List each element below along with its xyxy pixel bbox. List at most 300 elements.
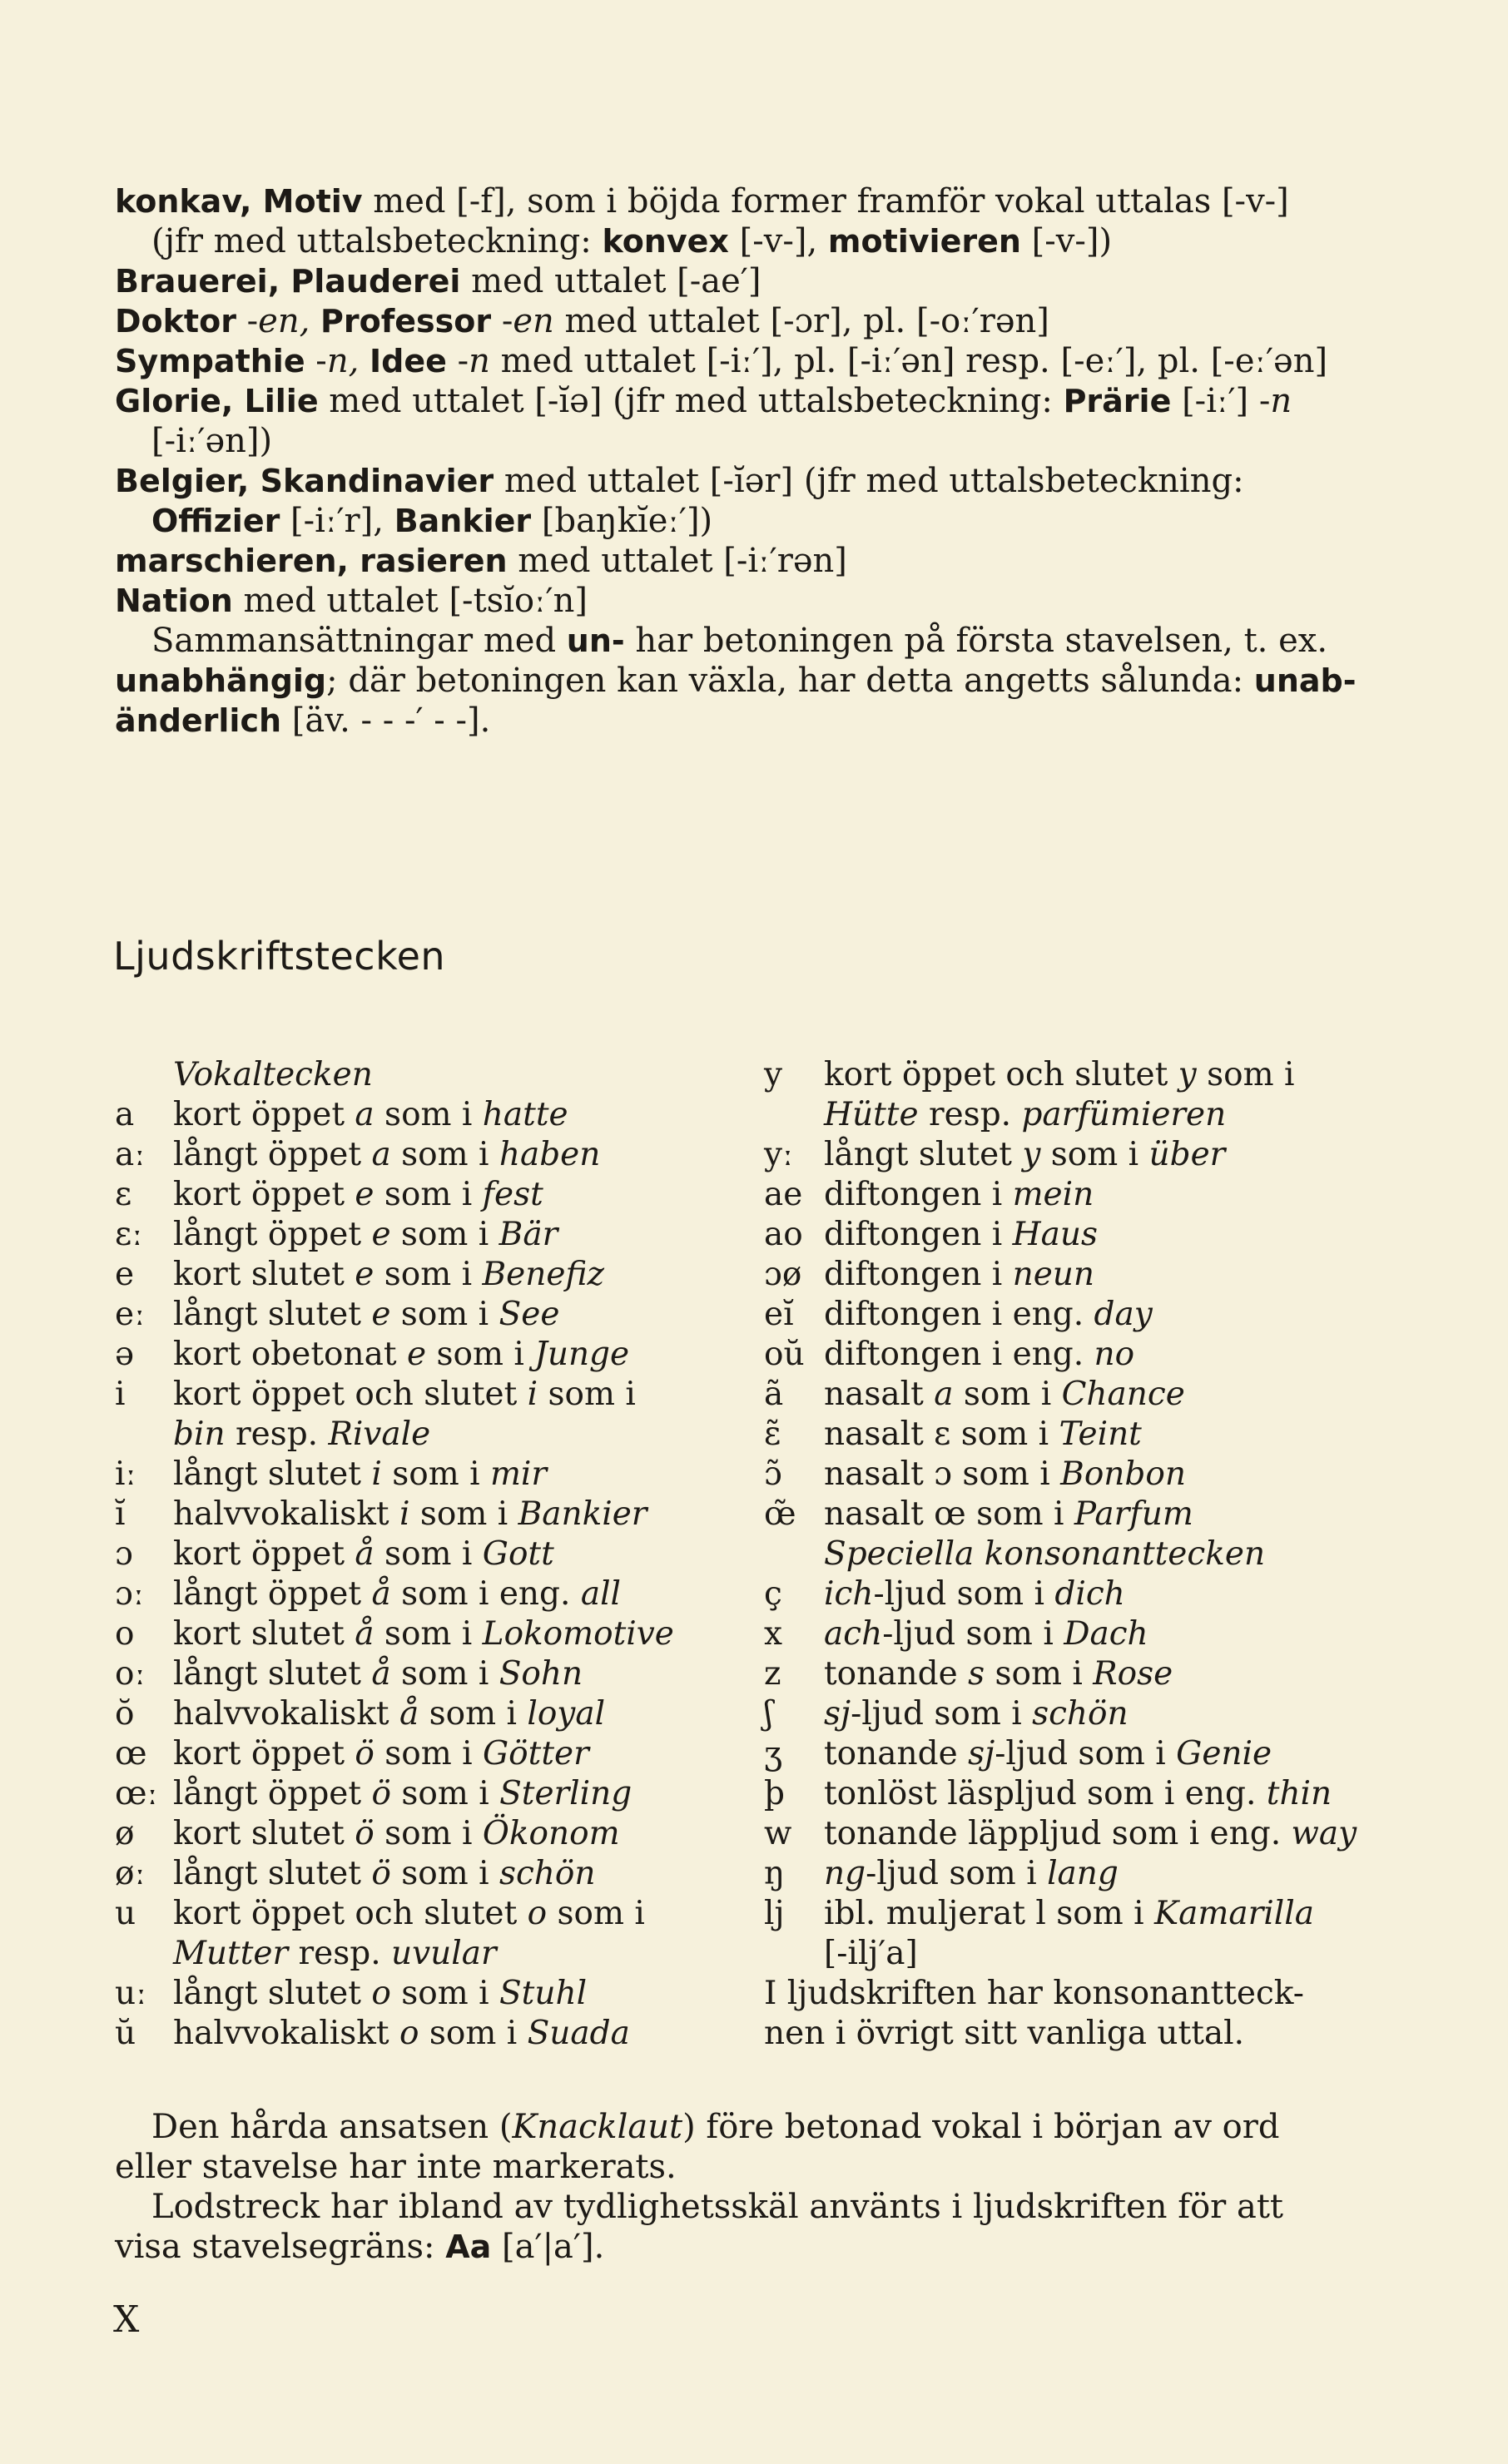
symbol-description <box>173 1854 747 1894</box>
italic-text: all <box>580 1575 622 1613</box>
italic-text: Hütte <box>824 1096 919 1133</box>
intro-line <box>115 501 1363 541</box>
italic-text: y <box>1178 1056 1197 1093</box>
italic-text: a <box>355 1096 375 1133</box>
text: som i <box>390 1216 499 1253</box>
text: med [-f], som i böjda former framför vokal uttalas [-v-] <box>362 182 1289 221</box>
headword: Aa <box>445 2229 492 2265</box>
italic-text: i <box>371 1455 382 1493</box>
text: -ljud som i <box>882 1615 1064 1653</box>
italic-text: n <box>1270 382 1292 420</box>
phonetic-symbol: øː <box>115 1855 146 1892</box>
symbol-description <box>173 1255 747 1295</box>
italic-text: i <box>527 1376 538 1413</box>
symbol-description <box>173 2014 747 2054</box>
headword: konkav, Motiv <box>115 183 363 220</box>
italic-text: ö <box>371 1855 391 1892</box>
symbol-entry <box>115 1854 747 1894</box>
text: som i <box>538 1376 636 1413</box>
italic-text: Dach <box>1064 1615 1148 1653</box>
italic-text: ich <box>824 1575 874 1613</box>
symbol-description <box>824 1654 1372 1694</box>
phonetic-symbol: ã <box>764 1376 784 1413</box>
text: kort öppet <box>173 1176 355 1213</box>
text: tonande läppljud som i eng. <box>824 1815 1292 1852</box>
symbol-description <box>173 1734 747 1774</box>
text: som i <box>985 1655 1094 1693</box>
text: som i <box>374 1176 483 1213</box>
text: - <box>305 342 327 380</box>
symbol-entry <box>115 2014 747 2054</box>
symbol-description <box>824 1734 1372 1774</box>
symbol-entry <box>115 1375 747 1415</box>
text: som i <box>390 1136 499 1173</box>
italic-text: y <box>1022 1136 1041 1173</box>
symbol-description <box>173 1974 747 2014</box>
italic-text: ö <box>371 1775 391 1812</box>
italic-text: Rivale <box>328 1415 431 1453</box>
symbol-description <box>824 1694 1372 1734</box>
italic-text: way <box>1291 1815 1357 1852</box>
phonetic-symbol: œ̃ <box>764 1495 796 1533</box>
text: ; där betoningen kan växla, har detta angetts sålunda: <box>326 662 1254 700</box>
intro-line <box>115 461 1363 501</box>
italic-text: o <box>371 1975 391 2012</box>
text: halvvokaliskt <box>173 1495 399 1533</box>
headword: Prärie <box>1063 383 1172 419</box>
italic-text: ng <box>824 1855 866 1892</box>
symbol-entry <box>764 1255 1372 1295</box>
italic-text: thin <box>1266 1775 1332 1812</box>
text: som i <box>390 1655 499 1693</box>
text: kort slutet <box>173 1815 355 1852</box>
text: tonande <box>824 1735 969 1772</box>
symbol-entry <box>115 1654 747 1694</box>
text: med uttalet [-tsĭoː′n] <box>232 582 588 620</box>
symbol-description <box>173 1295 747 1335</box>
text: diftongen i <box>824 1216 1013 1253</box>
page-number: X <box>113 2298 140 2341</box>
text: med uttalet [-iː′rən] <box>507 542 847 580</box>
text: som i <box>409 1495 518 1533</box>
symbol-entry <box>115 1255 747 1295</box>
phonetic-symbol: œ <box>115 1735 147 1772</box>
symbol-description <box>824 1495 1372 1534</box>
italic-text: Bankier <box>518 1495 647 1533</box>
text: som i <box>374 1256 483 1293</box>
symbol-description <box>173 1175 747 1215</box>
intro-line <box>115 581 1363 621</box>
text: kort slutet <box>173 1256 355 1293</box>
italic-text: Haus <box>1012 1216 1098 1253</box>
intro-line <box>115 541 1363 581</box>
italic-text: Ökonom <box>482 1815 620 1852</box>
phonetic-symbol: ŏ <box>115 1695 135 1733</box>
headword: Nation <box>115 583 233 619</box>
italic-text: Parfum <box>1074 1495 1193 1533</box>
italic-text: Götter <box>483 1735 589 1772</box>
text: långt slutet <box>173 1296 372 1333</box>
headword: unabhängig <box>115 662 327 699</box>
symbol-description <box>173 1335 747 1375</box>
phonetic-symbol: z <box>764 1655 781 1693</box>
italic-text: über <box>1148 1136 1226 1173</box>
symbol-description <box>824 1894 1372 1934</box>
italic-text: Suada <box>527 2015 630 2052</box>
text: nasalt œ som i <box>824 1495 1074 1533</box>
text <box>359 342 370 380</box>
symbol-entry <box>115 1175 747 1215</box>
italic-text: å <box>399 1695 419 1733</box>
symbol-description <box>824 1774 1372 1814</box>
symbol-description <box>824 1335 1372 1375</box>
text: som i <box>547 1895 645 1932</box>
phonetic-symbol: ɔø <box>764 1256 802 1293</box>
symbol-entry <box>115 1814 747 1854</box>
text: [-iː′ən]) <box>151 422 273 460</box>
text: diftongen i <box>824 1176 1013 1213</box>
text: ) före betonad vokal i början av ord <box>682 2108 1280 2146</box>
headword: Idee <box>370 343 447 379</box>
entry-continuation <box>115 1934 747 1974</box>
text: diftongen i <box>824 1256 1013 1293</box>
symbol-entry <box>764 1574 1372 1614</box>
symbol-entry <box>764 1495 1372 1534</box>
headword: Sympathie <box>115 343 305 379</box>
phonetic-symbol: ʒ <box>764 1735 783 1772</box>
symbol-description <box>173 1654 747 1694</box>
italic-text: Mutter <box>173 1935 289 1972</box>
text: kort öppet <box>173 1535 355 1573</box>
italic-text: hatte <box>482 1096 568 1133</box>
text: [-v-]) <box>1020 222 1113 260</box>
text: kort öppet och slutet <box>173 1895 528 1932</box>
text: nasalt <box>824 1376 935 1413</box>
symbol-description <box>824 1814 1372 1854</box>
note-line <box>115 2227 1363 2267</box>
italic-text: Rose <box>1093 1655 1173 1693</box>
italic-text: sj <box>824 1695 851 1733</box>
symbol-entry <box>115 1694 747 1734</box>
phonetic-symbol: e <box>115 1256 135 1293</box>
symbol-description <box>173 1694 747 1734</box>
italic-text: mir <box>489 1455 548 1493</box>
symbol-description <box>824 1854 1372 1894</box>
text: (jfr med uttalsbeteckning: <box>151 222 603 260</box>
headword: motivieren <box>827 223 1021 260</box>
italic-text: Gott <box>482 1535 554 1573</box>
phonetic-symbol: œː <box>115 1775 158 1812</box>
symbol-entry <box>764 1774 1372 1814</box>
italic-text: Benefiz <box>482 1256 604 1293</box>
italic-text: Knacklaut <box>512 2108 683 2146</box>
text: [-iː′] - <box>1171 382 1271 420</box>
italic-text: sj <box>968 1735 995 1772</box>
text: långt öppet <box>173 1216 372 1253</box>
note-line <box>115 2107 1363 2147</box>
italic-text: neun <box>1012 1256 1095 1293</box>
text: [-ilj′a] <box>824 1935 918 1972</box>
symbol-description <box>173 1135 747 1175</box>
symbol-entry <box>764 1894 1372 1934</box>
symbol-description <box>824 1255 1372 1295</box>
symbol-entry <box>764 1694 1372 1734</box>
phonetic-symbol: ao <box>764 1216 803 1253</box>
symbol-description <box>173 1375 747 1415</box>
intro-line <box>115 261 1363 301</box>
italic-text: Lokomotive <box>482 1615 674 1653</box>
text: som i <box>374 1096 483 1133</box>
phonetic-symbol: oŭ <box>764 1336 805 1373</box>
phonetic-symbol: eĭ <box>764 1296 794 1333</box>
phonetic-symbol: i <box>115 1376 126 1413</box>
text: långt öppet <box>173 1575 372 1613</box>
italic-text: i <box>399 1495 410 1533</box>
consonant-symbol-column <box>764 1055 1372 2054</box>
phonetic-symbol: a <box>115 1096 135 1133</box>
italic-text: day <box>1094 1296 1153 1333</box>
italic-text: å <box>371 1575 391 1613</box>
intro-line <box>115 381 1363 421</box>
text: som i <box>1196 1056 1295 1093</box>
intro-line <box>115 221 1363 261</box>
text: som i <box>374 1735 484 1772</box>
symbol-entry <box>764 1055 1372 1095</box>
symbol-description <box>173 1495 747 1534</box>
italic-text: Chance <box>1061 1376 1185 1413</box>
text: långt öppet <box>173 1136 372 1173</box>
intro-line <box>115 701 1363 741</box>
text: som i <box>390 1855 499 1892</box>
text: eller stavelse har inte markerats. <box>115 2148 677 2186</box>
text: kort öppet och slutet <box>824 1056 1178 1093</box>
text: som i <box>374 1535 483 1573</box>
symbol-entry <box>764 1335 1372 1375</box>
intro-line <box>115 341 1363 381</box>
italic-text: no <box>1094 1336 1135 1373</box>
italic-text: See <box>499 1296 560 1333</box>
text: -ljud som i <box>866 1855 1048 1892</box>
entry-continuation <box>764 1095 1372 1135</box>
italic-text: schön <box>499 1855 596 1892</box>
text: som i <box>374 1815 483 1852</box>
headword: Professor <box>320 303 492 340</box>
symbol-entry <box>764 1375 1372 1415</box>
headword: änderlich <box>115 702 282 739</box>
phonetic-symbol: u <box>115 1895 136 1932</box>
text: som i <box>390 1296 499 1333</box>
text: Den hårda ansatsen ( <box>151 2108 513 2146</box>
symbol-description <box>824 1375 1372 1415</box>
phonetic-symbol: o <box>115 1615 135 1653</box>
phonetic-symbol: ĭ <box>115 1495 126 1533</box>
symbol-entry <box>764 1854 1372 1894</box>
text: som i <box>374 1615 483 1653</box>
text: långt slutet <box>824 1136 1023 1173</box>
text: som i <box>381 1455 490 1493</box>
text: [-iː′r], <box>280 502 394 540</box>
intro-line <box>115 181 1363 221</box>
subheading: Speciella konsonanttecken <box>824 1535 1266 1573</box>
symbol-entry <box>115 1215 747 1255</box>
phonetic-symbol: ə <box>115 1336 135 1373</box>
text: som i <box>390 1775 500 1812</box>
italic-text: Junge <box>534 1336 630 1373</box>
symbol-entry <box>115 1574 747 1614</box>
subheading: Vokaltecken <box>173 1056 373 1093</box>
text: visa stavelsegräns: <box>115 2228 446 2266</box>
symbol-entry <box>764 1614 1372 1654</box>
italic-text: haben <box>499 1136 601 1173</box>
symbol-entry <box>764 1654 1372 1694</box>
italic-text: s <box>968 1655 985 1693</box>
headword: marschieren, rasieren <box>115 543 508 579</box>
entry-continuation <box>115 1415 747 1455</box>
italic-text: e <box>371 1296 391 1333</box>
symbol-entry <box>115 1135 747 1175</box>
text: -ljud som i <box>873 1575 1055 1613</box>
symbol-entry <box>115 1734 747 1774</box>
symbol-entry <box>764 1415 1372 1455</box>
italic-text: Sohn <box>499 1655 583 1693</box>
phonetic-symbol: uː <box>115 1975 147 2012</box>
text: -ljud som i <box>851 1695 1033 1733</box>
italic-text: n <box>469 342 490 380</box>
text: långt öppet <box>173 1775 372 1812</box>
text: resp. <box>918 1096 1022 1133</box>
symbol-description <box>824 1614 1372 1654</box>
symbol-entry <box>115 1534 747 1574</box>
text: Sammansättningar med <box>151 622 567 660</box>
symbol-entry <box>115 1774 747 1814</box>
symbol-description <box>824 1215 1372 1255</box>
section-heading: Ljudskriftstecken <box>113 934 446 979</box>
headword: Bankier <box>394 503 532 539</box>
text: långt slutet <box>173 1975 372 2012</box>
phonetic-symbol: þ <box>764 1775 785 1812</box>
italic-text: parfümieren <box>1021 1096 1227 1133</box>
symbol-description <box>173 1095 747 1135</box>
text: halvvokaliskt <box>173 2015 399 2052</box>
text: med uttalet [-ɔr], pl. [-oː′rən] <box>553 302 1049 340</box>
text: långt slutet <box>173 1855 372 1892</box>
symbol-entry <box>764 1215 1372 1255</box>
text: långt slutet <box>173 1655 372 1693</box>
italic-text: Genie <box>1176 1735 1272 1772</box>
vowel-symbol-column <box>115 1055 747 2054</box>
italic-text: e <box>371 1216 391 1253</box>
italic-text: schön <box>1032 1695 1129 1733</box>
phonetic-symbol: iː <box>115 1455 136 1493</box>
italic-text: dich <box>1054 1575 1125 1613</box>
text: resp. <box>225 1415 329 1453</box>
italic-text: Bär <box>499 1216 558 1253</box>
text: som i <box>426 1336 535 1373</box>
text: diftongen i eng. <box>824 1336 1094 1373</box>
italic-text: e <box>406 1336 427 1373</box>
symbol-description <box>173 1814 747 1854</box>
intro-line <box>115 661 1363 701</box>
symbol-entry <box>115 1095 747 1135</box>
italic-text: Kamarilla <box>1154 1895 1314 1932</box>
phonetic-symbol: ø <box>115 1815 135 1852</box>
symbol-description <box>824 1055 1372 1095</box>
phonetic-symbol: ɛː <box>115 1216 143 1253</box>
italic-text: ö <box>355 1815 375 1852</box>
text: - <box>236 302 259 340</box>
text: som i <box>1040 1136 1149 1173</box>
symbol-entry <box>764 1135 1372 1175</box>
italic-text: å <box>355 1535 375 1573</box>
text: kort öppet <box>173 1735 355 1772</box>
phonetic-symbol: ɔː <box>115 1575 144 1613</box>
text: diftongen i eng. <box>824 1296 1094 1333</box>
italic-text: en, <box>258 302 310 340</box>
headword: unab- <box>1253 662 1357 699</box>
note-line <box>115 2187 1363 2227</box>
text: med uttalet [-ĭə] (jfr med uttalsbeteckning: <box>318 382 1064 420</box>
headword: Brauerei, Plauderei <box>115 263 461 300</box>
phonetic-symbol: ç <box>764 1575 782 1613</box>
intro-line <box>115 301 1363 341</box>
note-line <box>764 1974 1372 2014</box>
symbol-description <box>173 1574 747 1614</box>
italic-text: e <box>355 1256 375 1293</box>
phonetic-symbol: ae <box>764 1176 803 1213</box>
italic-text: n, <box>326 342 360 380</box>
text: kort öppet och slutet <box>173 1376 528 1413</box>
phonetic-symbol: x <box>764 1615 782 1653</box>
text <box>310 302 320 340</box>
italic-text: Stuhl <box>499 1975 588 2012</box>
symbol-entry <box>115 1295 747 1335</box>
text: tonande <box>824 1655 969 1693</box>
italic-text: ach <box>824 1615 883 1653</box>
text: har betoningen på första stavelsen, t. ex. <box>624 622 1328 660</box>
phonetic-symbol: y <box>764 1056 783 1093</box>
text: nasalt ɔ som i <box>824 1455 1061 1493</box>
intro-line <box>115 421 1363 461</box>
symbol-entry <box>764 1734 1372 1774</box>
text: som i <box>419 1695 528 1733</box>
phonetic-symbol: ɔ <box>115 1535 133 1573</box>
italic-text: Bonbon <box>1060 1455 1186 1493</box>
phonetic-symbol: eː <box>115 1296 146 1333</box>
phonetic-symbol: ɔ̃ <box>764 1455 782 1493</box>
symbol-description <box>173 1614 747 1654</box>
italic-text: mein <box>1012 1176 1094 1213</box>
symbol-description <box>173 1534 747 1574</box>
symbol-description <box>824 1295 1372 1335</box>
symbol-description <box>824 1135 1372 1175</box>
symbol-entry <box>115 1614 747 1654</box>
italic-text: lang <box>1047 1855 1119 1892</box>
text: som i <box>953 1376 1062 1413</box>
text: -ljud som i <box>995 1735 1177 1772</box>
italic-text: Teint <box>1059 1415 1142 1453</box>
footnotes <box>115 2107 1363 2267</box>
entry-continuation <box>764 1934 1372 1974</box>
symbol-description <box>824 1574 1372 1614</box>
text: som i eng. <box>390 1575 581 1613</box>
text: ibl. muljerat l som i <box>824 1895 1155 1932</box>
italic-text: o <box>399 2015 419 2052</box>
headword: Doktor <box>115 303 236 340</box>
text: [a′|a′]. <box>491 2228 605 2266</box>
headword: Offizier <box>151 503 280 539</box>
italic-text: å <box>355 1615 375 1653</box>
text: [baŋkĭeː′]) <box>531 502 713 540</box>
